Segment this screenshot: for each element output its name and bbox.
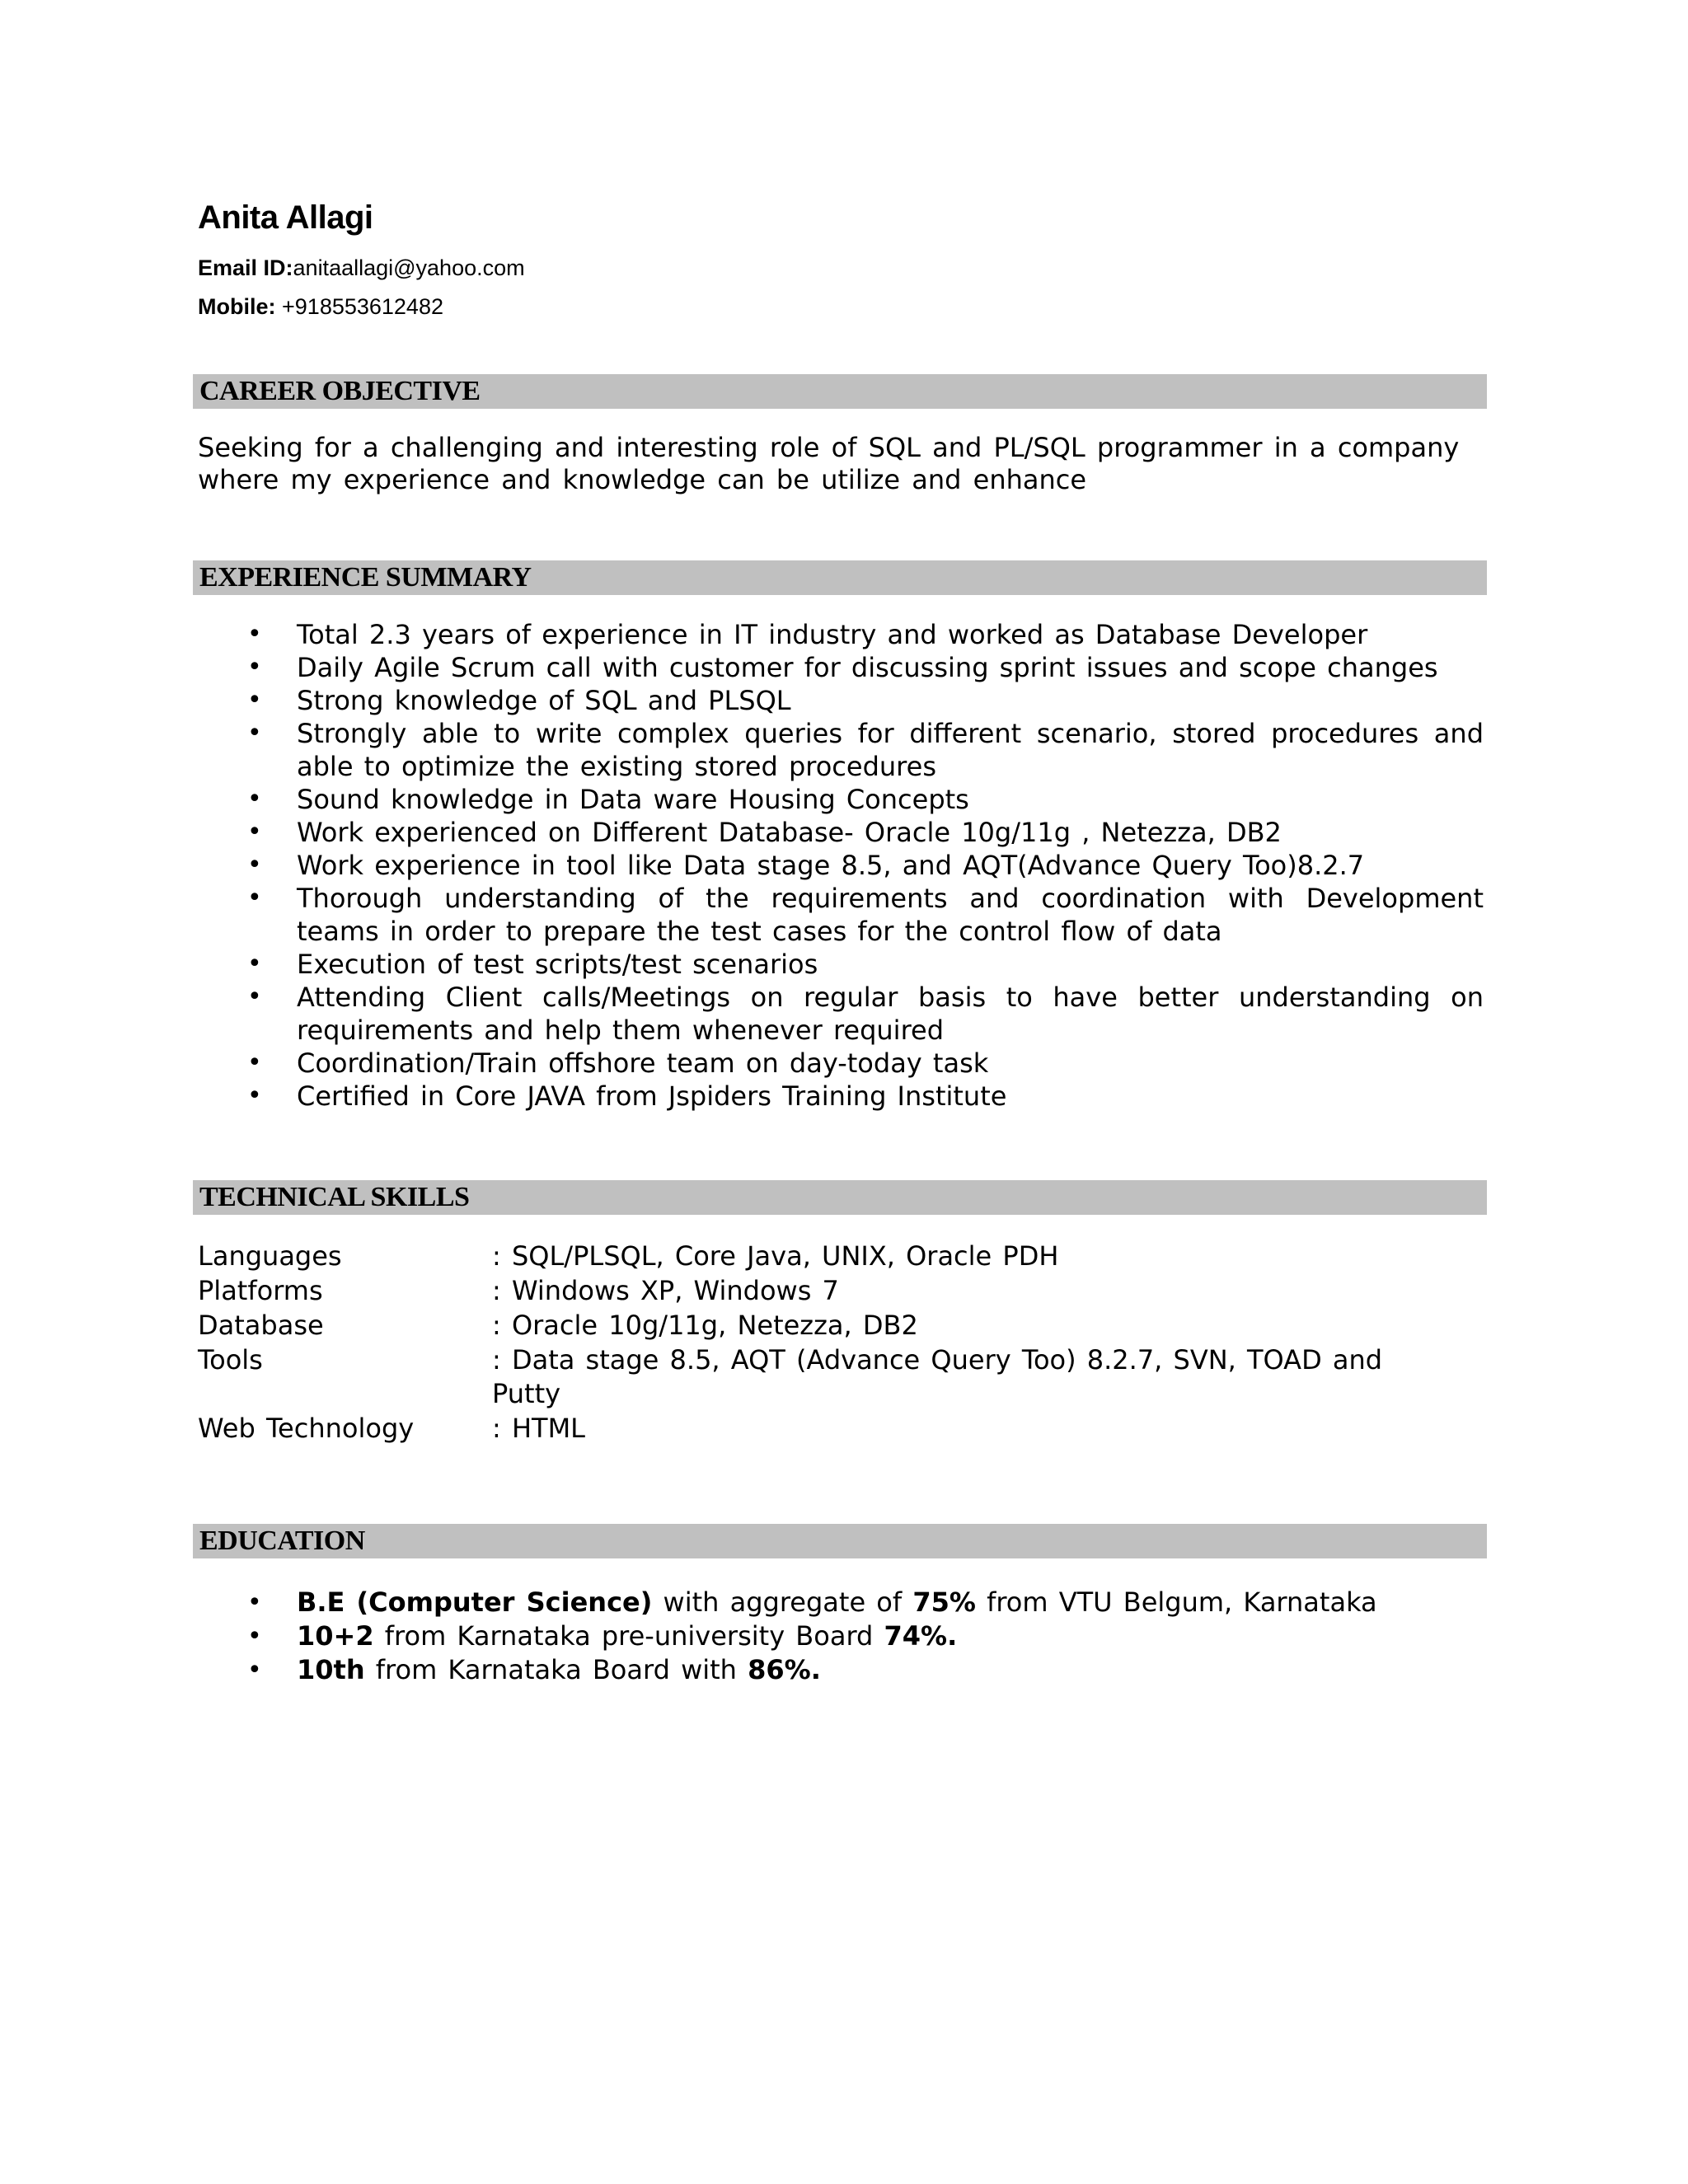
list-item [198,948,1484,981]
list-item [198,981,1484,1047]
education-detail: from VTU Belgum, Karnataka [975,1586,1377,1618]
skill-row [198,1309,1484,1343]
education-detail: from Karnataka Board with [364,1654,748,1685]
experience-item: Coordination/Train offshore team on day-today task [297,1047,989,1079]
education-detail: from Karnataka pre-university Board [373,1620,884,1652]
bullet-icon: • [247,949,262,978]
bullet-icon: • [247,686,262,715]
list-item [198,717,1484,783]
experience-item: Sound knowledge in Data ware Housing Concepts [297,784,969,815]
experience-list [198,618,1484,1113]
experience-item: Thorough understanding of the requirements and coordination with Development teams in order to prepare the test cases for the control flow of data [297,883,1484,947]
bullet-icon: • [247,719,262,748]
education-degree: B.E (Computer Science) [297,1586,653,1618]
experience-item: Strongly able to write complex queries for different scenario, stored procedures and able to optimize the existing stored procedures [297,718,1484,782]
bullet-icon: • [247,1048,262,1077]
skills-table [198,1240,1484,1446]
bullet-icon: • [247,1081,262,1110]
mobile-value: +918553612482 [282,294,443,319]
bullet-icon: • [247,620,262,649]
experience-item: Daily Agile Scrum call with customer for discussing sprint issues and scope changes [297,652,1438,683]
list-item [198,783,1484,816]
section-header-experience-summary [193,560,1487,595]
experience-item: Work experience in tool like Data stage 8.5, and AQT(Advance Query Too)8.2.7 [297,850,1365,881]
email-value: anitaallagi@yahoo.com [293,255,525,280]
list-item [198,618,1484,651]
experience-item: Strong knowledge of SQL and PLSQL [297,685,791,716]
bullet-icon: • [247,851,262,879]
section-header-education [193,1524,1487,1558]
email-label: Email ID: [198,255,293,280]
education-score: 86%. [748,1654,821,1685]
skill-value: : Oracle 10g/11g, Netezza, DB2 [492,1310,918,1341]
education-score: 74%. [884,1620,958,1652]
skill-value: : Data stage 8.5, AQT (Advance Query Too) 8.2.7, SVN, TOAD and Putty [492,1344,1383,1409]
section-title: EXPERIENCE SUMMARY [199,562,532,593]
experience-item: Work experienced on Different Database- Oracle 10g/11g , Netezza, DB2 [297,817,1282,848]
skill-label: Tools [198,1344,263,1376]
skill-row [198,1274,1484,1308]
experience-item: Attending Client calls/Meetings on regular basis to have better understanding on requirements and help them whenever required [297,982,1484,1046]
experience-item: Execution of test scripts/test scenarios [297,949,818,980]
education-degree: 10th [297,1654,365,1685]
skill-value: : SQL/PLSQL, Core Java, UNIX, Oracle PDH [492,1240,1059,1272]
list-item [198,882,1484,948]
bullet-icon: • [247,653,262,682]
list-item [198,651,1484,684]
list-item [198,1619,1484,1653]
bullet-icon: • [247,883,262,912]
section-title: TECHNICAL SKILLS [199,1182,470,1212]
skill-value: : Windows XP, Windows 7 [492,1275,839,1306]
section-title: EDUCATION [199,1526,365,1556]
education-detail: with aggregate of [652,1586,913,1618]
career-objective-text: Seeking for a challenging and interesting role of SQL and PL/SQL programmer in a company where my experience and knowledge can be utilize and enhance [198,432,1460,495]
skill-label: Platforms [198,1275,323,1306]
education-score: 75% [912,1586,976,1618]
skill-value: : HTML [492,1413,585,1444]
education-list [198,1586,1484,1687]
section-header-technical-skills [193,1180,1487,1215]
bullet-icon: • [247,785,262,813]
list-item [198,849,1484,882]
bullet-icon: • [247,1656,262,1685]
section-header-career-objective [193,374,1487,409]
bullet-icon: • [247,982,262,1011]
section-title: CAREER OBJECTIVE [199,376,481,406]
skill-row [198,1240,1484,1273]
list-item [198,1047,1484,1080]
list-item [198,1586,1484,1619]
bullet-icon: • [247,1588,262,1617]
list-item [198,1080,1484,1113]
experience-item: Total 2.3 years of experience in IT industry and worked as Database Developer [297,619,1368,650]
list-item [198,816,1484,849]
education-degree: 10+2 [297,1620,374,1652]
skill-row [198,1412,1484,1446]
list-item [198,684,1484,717]
mobile-line [198,294,443,320]
list-item [198,1653,1484,1687]
email-line [198,255,525,281]
experience-item: Certified in Core JAVA from Jspiders Training Institute [297,1080,1007,1112]
skill-row [198,1343,1484,1411]
candidate-name: Anita Allagi [198,199,373,236]
bullet-icon: • [247,818,262,846]
skill-label: Languages [198,1240,342,1272]
skill-label: Web Technology [198,1413,415,1444]
mobile-label: Mobile: [198,294,276,319]
bullet-icon: • [247,1622,262,1651]
skill-label: Database [198,1310,324,1341]
